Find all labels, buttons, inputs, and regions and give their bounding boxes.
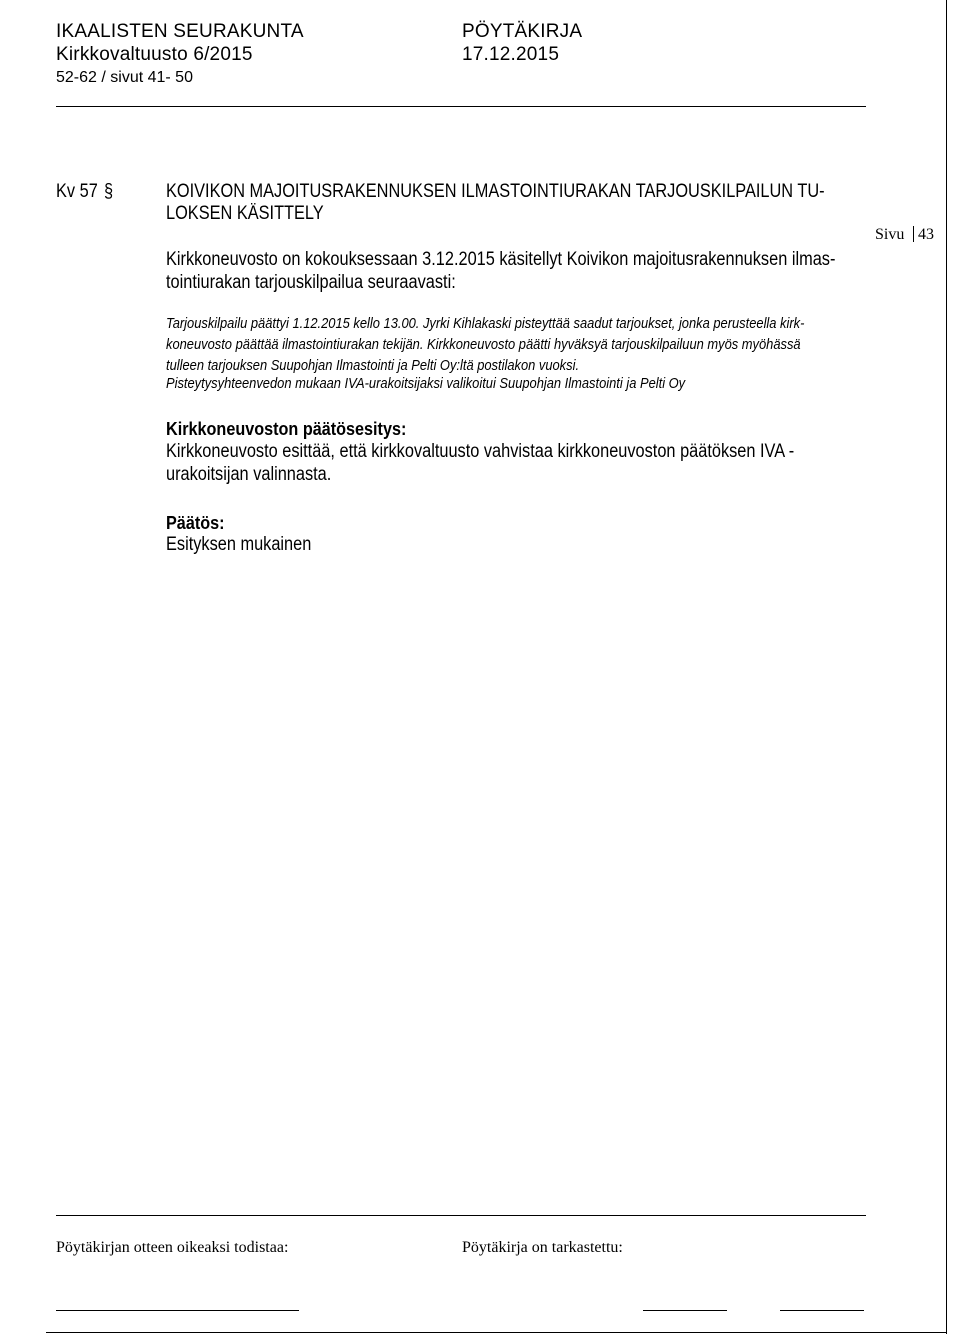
- section-symbol: §: [104, 181, 114, 202]
- quote-line-2: koneuvosto päättää ilmastointiurakan tekijän. Kirkkoneuvosto päätti hyväksyä tarjouskilpailuun myös myöhässä: [166, 336, 801, 353]
- item-title-line-2: LOKSEN KÄSITTELY: [166, 203, 324, 224]
- signature-line-certifier: [56, 1310, 299, 1311]
- intro-line-2: tointiurakan tarjouskilpailua seuraavasti:: [166, 272, 456, 293]
- proposal-heading: Kirkkoneuvoston päätösesitys:: [166, 419, 407, 439]
- signature-line-checker-1: [643, 1310, 727, 1311]
- quote-line-3: tulleen tarjouksen Suupohjan Ilmastointi ja Pelti Oy:ltä postilakon vuoksi.: [166, 357, 580, 374]
- document-type: PÖYTÄKIRJA: [462, 21, 583, 42]
- section-range: 52-62 / sivut 41- 50: [56, 69, 193, 86]
- intro-line-1: Kirkkoneuvosto on kokouksessaan 3.12.2015 käsitellyt Koivikon majoitusrakennuksen ilmas-: [166, 249, 836, 270]
- quote-line-4: Pisteytysyhteenvedon mukaan IVA-urakoitsijaksi valikoitui Suupohjan Ilmastointi ja Pelti Oy: [166, 375, 686, 392]
- meeting-date: 17.12.2015: [462, 44, 560, 65]
- page-border-bottom: [46, 1332, 947, 1333]
- page-label: Sivu: [875, 226, 905, 243]
- proposal-line-1: Kirkkoneuvosto esittää, että kirkkovaltuusto vahvistaa kirkkoneuvoston päätöksen IVA -: [166, 441, 795, 462]
- decision-heading: Päätös:: [166, 513, 225, 533]
- signature-line-checker-2: [780, 1310, 864, 1311]
- page-number: 43: [918, 226, 934, 243]
- certified-label: Pöytäkirjan otteen oikeaksi todistaa:: [56, 1239, 289, 1256]
- meeting-name: Kirkkovaltuusto 6/2015: [56, 44, 253, 65]
- page-separator: [913, 226, 914, 242]
- decision-text: Esityksen mukainen: [166, 534, 312, 555]
- checked-label: Pöytäkirja on tarkastettu:: [462, 1239, 623, 1256]
- item-title-line-1: KOIVIKON MAJOITUSRAKENNUKSEN ILMASTOINTIURAKAN TARJOUSKILPAILUN TU-: [166, 181, 825, 202]
- header-divider: [56, 106, 866, 107]
- footer-divider: [56, 1215, 866, 1216]
- quote-line-1: Tarjouskilpailu päättyi 1.12.2015 kello 13.00. Jyrki Kihlakaski pisteyttää saadut tarjoukset, jonka perusteella kirk-: [166, 315, 805, 332]
- organization-name: IKAALISTEN SEURAKUNTA: [56, 21, 304, 42]
- proposal-line-2: urakoitsijan valinnasta.: [166, 464, 332, 485]
- item-number: Kv 57: [56, 181, 98, 202]
- page-border-right: [946, 0, 947, 1334]
